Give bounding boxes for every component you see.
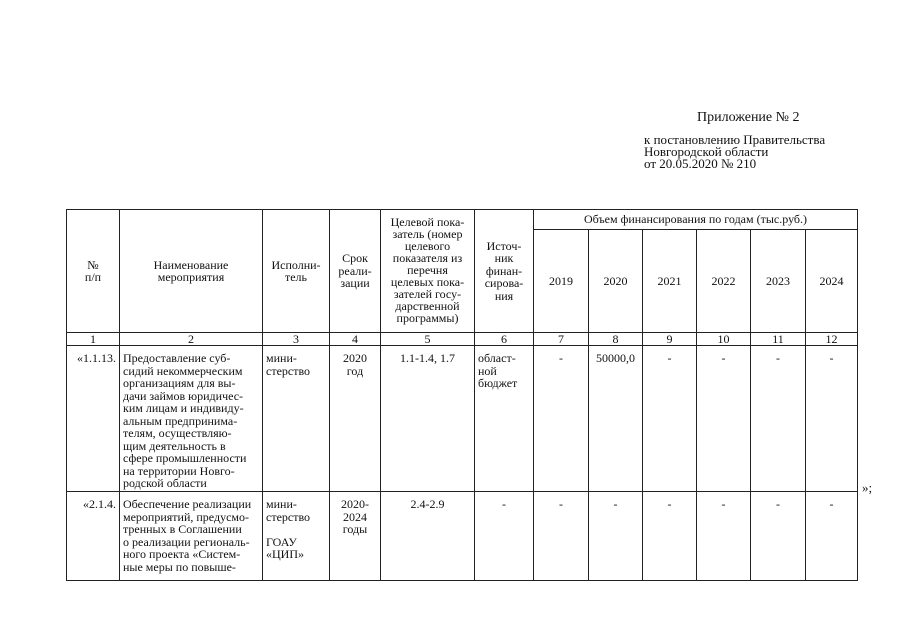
header-line-2: Новгородской области bbox=[644, 144, 769, 159]
header-num: № п/п bbox=[67, 210, 120, 333]
column-number: 4 bbox=[330, 333, 381, 346]
header-indicator: Целевой пока- затель (номер целевого показателя из перечня целевых пока- зателей госу- дарственной программы) bbox=[381, 210, 475, 333]
row-name: Предоставление суб- сидий некоммерческим организациям для вы- дачи займов юридичес- ким лицам и индивиду- альным предпринима- телям, осуществляю- щим деятельность в сфере промышленности на территории Новго- родской области bbox=[120, 346, 263, 492]
row-term: 2020- 2024 годы bbox=[330, 492, 381, 581]
row-source: - bbox=[475, 492, 534, 581]
column-number: 12 bbox=[806, 333, 858, 346]
document-header bbox=[644, 111, 894, 170]
table-row bbox=[67, 492, 858, 581]
column-number: 6 bbox=[475, 333, 534, 346]
closing-quote-mark: »; bbox=[862, 480, 873, 495]
row-indicator: 2.4-2.9 bbox=[381, 492, 475, 581]
column-number: 8 bbox=[589, 333, 643, 346]
funding-table bbox=[66, 209, 858, 581]
row-source: област- ной бюджет bbox=[475, 346, 534, 492]
row-number: «2.1.4. bbox=[67, 492, 120, 581]
row-executor: мини- стерство bbox=[263, 346, 330, 492]
row-value-2021: - bbox=[643, 492, 697, 581]
header-year-2022: 2022 bbox=[697, 230, 751, 333]
column-number: 1 bbox=[67, 333, 120, 346]
row-value-2024: - bbox=[806, 492, 858, 581]
column-number: 2 bbox=[120, 333, 263, 346]
row-value-2022: - bbox=[697, 492, 751, 581]
row-value-2023: - bbox=[751, 346, 806, 492]
row-value-2024: - bbox=[806, 346, 858, 492]
header-term: Срок реали- зации bbox=[330, 210, 381, 333]
row-value-2021: - bbox=[643, 346, 697, 492]
row-value-2020: 50000,0 bbox=[589, 346, 643, 492]
header-year-2023: 2023 bbox=[751, 230, 806, 333]
column-number: 5 bbox=[381, 333, 475, 346]
row-value-2019: - bbox=[534, 492, 589, 581]
row-executor: мини- стерство ГОАУ «ЦИП» bbox=[263, 492, 330, 581]
column-number: 7 bbox=[534, 333, 589, 346]
row-term: 2020 год bbox=[330, 346, 381, 492]
header-funding-group: Объем финансирования по годам (тыс.руб.) bbox=[534, 210, 858, 230]
column-number: 3 bbox=[263, 333, 330, 346]
appendix-title: Приложение № 2 bbox=[697, 110, 800, 125]
row-indicator: 1.1-1.4, 1.7 bbox=[381, 346, 475, 492]
row-value-2023: - bbox=[751, 492, 806, 581]
row-value-2019: - bbox=[534, 346, 589, 492]
row-value-2020: - bbox=[589, 492, 643, 581]
header-name: Наименование мероприятия bbox=[120, 210, 263, 333]
table-row bbox=[67, 346, 858, 492]
column-number-row bbox=[67, 333, 858, 346]
row-name: Обеспечение реализации мероприятий, предусмо- тренных в Соглашении о реализации региональ- ного проекта «Систем- ные меры по повыше- bbox=[120, 492, 263, 581]
header-year-2020: 2020 bbox=[589, 230, 643, 333]
header-line-3: от 20.05.2020 № 210 bbox=[644, 156, 757, 171]
row-number: «1.1.13. bbox=[67, 346, 120, 492]
header-line-1: к постановлению Правительства bbox=[644, 132, 826, 147]
column-number: 9 bbox=[643, 333, 697, 346]
header-source: Источ- ник финан- сирова- ния bbox=[475, 210, 534, 333]
column-number: 11 bbox=[751, 333, 806, 346]
row-value-2022: - bbox=[697, 346, 751, 492]
header-year-2021: 2021 bbox=[643, 230, 697, 333]
column-number: 10 bbox=[697, 333, 751, 346]
header-year-2024: 2024 bbox=[806, 230, 858, 333]
header-executor: Исполни- тель bbox=[263, 210, 330, 333]
header-year-2019: 2019 bbox=[534, 230, 589, 333]
